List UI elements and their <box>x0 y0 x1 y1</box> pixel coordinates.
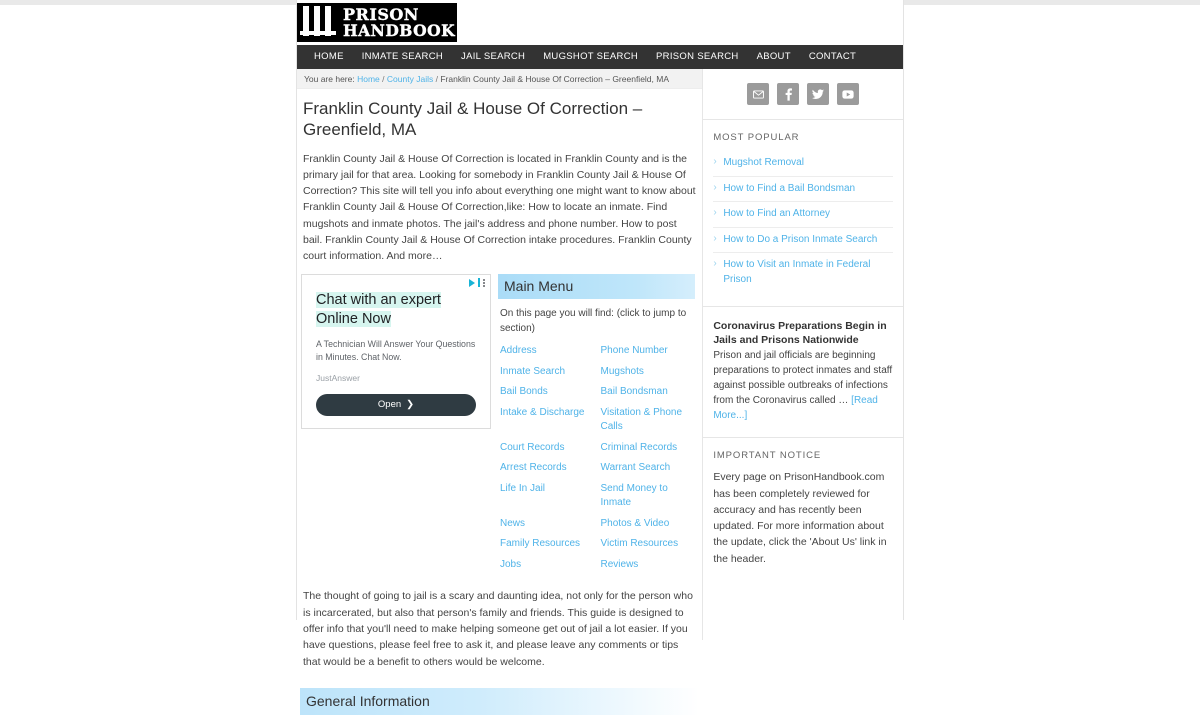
email-icon[interactable] <box>747 83 769 105</box>
menu-link-criminal-records[interactable]: Criminal Records <box>600 441 678 453</box>
menu-link-photos-video[interactable]: Photos & Video <box>600 517 670 529</box>
nav-item-mugshot-search[interactable]: MUGSHOT SEARCH <box>543 51 639 62</box>
ad-bar-icon <box>478 278 480 287</box>
main-menu-title: Main Menu <box>498 274 695 299</box>
intro-paragraph: Franklin County Jail & House Of Correction is located in Franklin County and is the primary jail for that area. Looking for somebody in Franklin County Jail & House Of Correction? This site will tell you info about everything one might want to know about Franklin County Jail & House Of Correction,like: How to locate an inmate. Find mugshots and inmate photos. The jail's address and phone number. How to post bail. Franklin County Jail & House Of Correction intake procedures. Franklin County court information. And more… <box>303 152 696 263</box>
list-item <box>713 177 893 203</box>
menu-link-phone-number[interactable]: Phone Number <box>600 345 668 357</box>
main-menu-lead: On this page you will find: (click to jump to section) <box>500 308 687 335</box>
ad-play-triangle-icon <box>469 279 475 287</box>
menu-link-court-records[interactable]: Court Records <box>500 441 565 453</box>
menu-link-bail-bonds[interactable]: Bail Bonds <box>500 386 548 398</box>
chevron-right-icon: ❯ <box>406 399 415 411</box>
main-menu-box <box>498 274 695 578</box>
content-columns <box>297 69 903 710</box>
news-read-more-link[interactable]: [Read More...] <box>713 395 878 422</box>
popular-link-mugshot-removal[interactable]: › Mugshot Removal <box>713 156 893 171</box>
menu-link-intake-discharge[interactable]: Intake & Discharge <box>500 406 585 418</box>
nav-item-jail-search[interactable]: JAIL SEARCH <box>461 51 526 62</box>
most-popular-block <box>703 120 903 307</box>
nav-item-contact[interactable]: CONTACT <box>808 51 857 62</box>
most-popular-list <box>713 151 893 292</box>
ad-subtext: A Technician Will Answer Your Questions in Minutes. Chat Now. <box>316 338 476 362</box>
menu-link-life-in-jail[interactable]: Life In Jail <box>500 482 546 494</box>
menu-link-reviews[interactable]: Reviews <box>600 558 639 570</box>
ad-choices-badge[interactable] <box>469 278 485 287</box>
breadcrumb-link-home[interactable]: Home <box>357 74 380 84</box>
menu-link-family-resources[interactable]: Family Resources <box>500 538 581 550</box>
news-block <box>703 307 903 438</box>
closing-paragraph: The thought of going to jail is a scary and daunting idea, not only for the person who is incarcerated, but also that person's family and friends. This guide is designed to offer info that you'll need to make helping someone get out of jail a lot easier. If you have questions, please feel free to ask it, and please leave any comments or tips that would be a benefit to others would be welcome. <box>303 590 693 668</box>
menu-link-visitation-phone-calls[interactable]: Visitation & Phone Calls <box>600 406 683 433</box>
menu-link-inmate-search[interactable]: Inmate Search <box>500 365 566 377</box>
menu-link-news[interactable]: News <box>500 517 526 529</box>
popular-link-visit-inmate-federal-prison[interactable]: › How to Visit an Inmate in Federal Prison <box>713 258 893 287</box>
breadcrumb-separator-2: / <box>435 74 438 84</box>
breadcrumb-prefix: You are here: <box>304 74 355 84</box>
social-links <box>703 69 903 120</box>
page-container <box>296 0 904 710</box>
ad-options-kebab-icon[interactable] <box>483 279 485 287</box>
ad-headline-line-2: Online Now <box>316 311 391 328</box>
important-notice-block <box>703 438 903 581</box>
nav-item-home[interactable]: HOME <box>314 51 344 62</box>
nav-item-about[interactable]: ABOUT <box>756 51 791 62</box>
advertisement-box[interactable] <box>301 274 491 429</box>
list-item <box>713 228 893 254</box>
list-item <box>713 202 893 228</box>
menu-link-victim-resources[interactable]: Victim Resources <box>600 538 679 550</box>
logo-text <box>341 4 456 40</box>
breadcrumb <box>297 69 702 89</box>
primary-navigation[interactable] <box>297 45 903 69</box>
most-popular-heading: MOST POPULAR <box>713 132 800 143</box>
ad-brand: JustAnswer <box>316 372 360 383</box>
menu-link-send-money-to-inmate[interactable]: Send Money to Inmate <box>600 482 668 509</box>
menu-link-warrant-search[interactable]: Warrant Search <box>600 462 671 474</box>
facebook-icon[interactable] <box>777 83 799 105</box>
youtube-icon[interactable] <box>837 83 859 105</box>
breadcrumb-current: Franklin County Jail & House Of Correction – Greenfield, MA <box>440 74 670 84</box>
breadcrumb-separator-1: / <box>382 74 385 84</box>
main-menu-links <box>498 344 695 578</box>
ad-headline-line-1: Chat with an expert <box>316 292 441 309</box>
list-item <box>713 253 893 292</box>
nav-item-inmate-search[interactable]: INMATE SEARCH <box>361 51 444 62</box>
ad-open-button-label: Open <box>377 399 402 411</box>
breadcrumb-link-county-jails[interactable]: County Jails <box>386 74 434 84</box>
nav-item-prison-search[interactable]: PRISON SEARCH <box>656 51 739 62</box>
page-title: Franklin County Jail & House Of Correction – Greenfield, MA <box>303 99 643 140</box>
main-content <box>297 69 703 710</box>
menu-link-arrest-records[interactable]: Arrest Records <box>500 462 567 474</box>
ad-open-button[interactable] <box>316 394 476 416</box>
site-logo[interactable] <box>297 3 457 42</box>
menu-link-bail-bondsman[interactable]: Bail Bondsman <box>600 386 668 398</box>
news-excerpt-text: Prison and jail officials are beginning preparations to protect inmates and staff against possible outbreaks of infections from the Coronavirus called … <box>713 350 893 407</box>
sidebar <box>703 69 903 640</box>
ad-headline <box>316 291 476 329</box>
important-notice-heading: IMPORTANT NOTICE <box>713 450 822 462</box>
popular-link-find-bail-bondsman[interactable]: › How to Find a Bail Bondsman <box>713 182 893 197</box>
general-information-heading: General Information <box>300 688 699 715</box>
menu-link-address[interactable]: Address <box>500 345 537 357</box>
logo-line-1: PRISON <box>343 4 419 24</box>
news-excerpt <box>713 348 893 423</box>
twitter-icon[interactable] <box>807 83 829 105</box>
ad-and-menu-row <box>297 274 702 578</box>
important-notice-body: Every page on PrisonHandbook.com has been completely reviewed for accuracy and has recently been updated. For more information about the update, click the 'About Us' link in the header. <box>713 471 887 565</box>
prison-bars-icon <box>297 3 341 42</box>
menu-link-jobs[interactable]: Jobs <box>500 558 522 570</box>
popular-link-find-attorney[interactable]: › How to Find an Attorney <box>713 207 893 222</box>
popular-link-prison-inmate-search[interactable]: › How to Do a Prison Inmate Search <box>713 233 893 248</box>
site-header <box>297 0 903 45</box>
logo-line-2: HANDBOOK <box>343 20 456 40</box>
list-item <box>713 151 893 177</box>
news-title: Coronavirus Preparations Begin in Jails and Prisons Nationwide <box>713 320 887 347</box>
menu-link-mugshots[interactable]: Mugshots <box>600 365 644 377</box>
